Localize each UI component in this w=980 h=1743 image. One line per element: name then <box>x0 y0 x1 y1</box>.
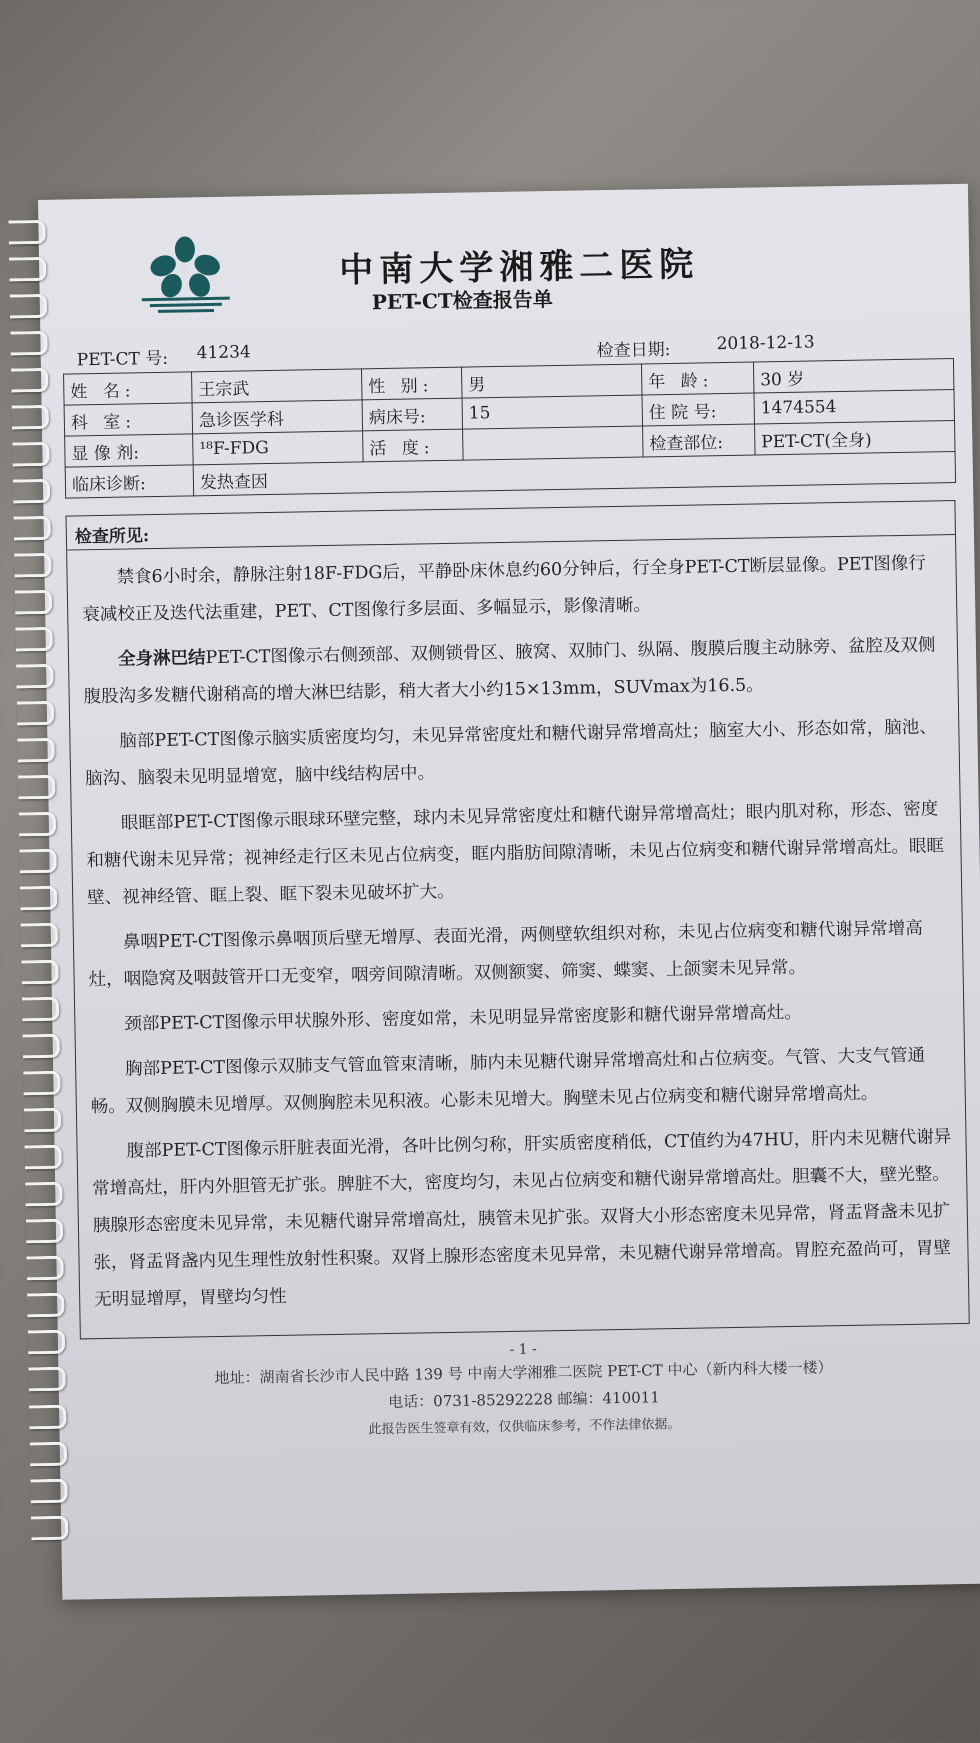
finding-paragraph: 全身淋巴结PET-CT图像示右侧颈部、双侧锁骨区、腋窝、双肺门、纵隔、腹膜后腹主动脉旁、盆腔及双侧腹股沟多发糖代谢稍高的增大淋巴结影，稍大者大小约15×13mm，SUVmax为16.5。 <box>83 635 936 708</box>
bed-number: 15 <box>462 395 643 429</box>
footer-address: 地址：湖南省长沙市人民中路 139 号 中南大学湘雅二医院 PET-CT 中心（新内科大楼一楼） <box>214 1358 833 1388</box>
findings-heading: 检查所见: <box>66 500 956 550</box>
bed-label: 病床号: <box>362 398 463 431</box>
dept-label: 科 室: <box>64 403 193 436</box>
footer-disclaimer: 此报告医生签章有效，仅供临床参考，不作法律依据。 <box>368 1416 681 1438</box>
name-label: 姓 名: <box>64 372 193 405</box>
site-label: 检查部位: <box>643 424 756 457</box>
age-label: 年 龄: <box>641 362 754 395</box>
activity-value <box>463 426 644 460</box>
finding-paragraph: 眼眶部PET-CT图像示眼球环壁完整，球内未见异常密度灶和糖代谢异常增高灶；眼内肌对称，形态、密度和糖代谢未见异常；视神经走行区未见占位病变，眶内脂肪间隙清晰，未见占位病变和糖代谢异常增高灶。眼眶壁、视神经管、眶上裂、眶下裂未见破坏扩大。 <box>86 799 945 909</box>
clinical-diagnosis: 发热查因 <box>193 452 955 496</box>
spiral-binding <box>8 220 71 1540</box>
patient-sex: 男 <box>461 364 642 398</box>
finding-paragraph: 颈部PET-CT图像示甲状腺外形、密度如常，未见明显异常密度影和糖代谢异常增高灶。 <box>124 1002 802 1035</box>
agent-label: 显 像 剂: <box>65 434 194 467</box>
exam-date: 2018-12-13 <box>716 332 815 355</box>
footer-phone: 电话：0731-85292228 邮编：410011 <box>388 1388 660 1412</box>
diagnosis-label: 临床诊断: <box>65 465 194 498</box>
page-footer <box>58 1334 980 1443</box>
department: 急诊医学科 <box>192 400 363 434</box>
patient-info-table <box>63 358 956 499</box>
finding-paragraph: 禁食6小时余，静脉注射18F-FDG后，平静卧床休息约60分钟后，行全身PET-CT断层显像。PET图像行衰减校正及迭代法重建，PET、CT图像行多层面、多幅显示，影像清晰。 <box>82 553 926 626</box>
imaging-agent: ¹⁸F-FDG <box>193 431 364 465</box>
activity-label: 活 度: <box>363 429 464 462</box>
page-number: - 1 - <box>509 1341 537 1358</box>
inpatient-label: 住 院 号: <box>642 393 755 426</box>
petct-label: PET-CT 号: <box>76 348 169 371</box>
patient-name: 王宗武 <box>192 369 363 403</box>
hospital-name: 中南大学湘雅二医院 <box>338 244 700 291</box>
finding-paragraph: 鼻咽PET-CT图像示鼻咽顶后壁无增厚、表面光滑，两侧壁软组织对称，未见占位病变和糖代谢异常增高灶，咽隐窝及咽鼓管开口无变窄，咽旁间隙清晰。双侧额窦、筛窦、蝶窦、上颌窦未见异常。 <box>88 918 923 991</box>
exam-site: PET-CT(全身) <box>755 421 956 455</box>
finding-lead: 全身淋巴结 <box>117 648 206 670</box>
hospital-logo-icon <box>137 235 234 317</box>
report-page <box>38 184 980 1600</box>
finding-paragraph: 脑部PET-CT图像示脑实质密度均匀，未见异常密度灶和糖代谢异常增高灶；脑室大小、形态如常，脑池、脑沟、脑裂未见明显增宽，脑中线结构居中。 <box>84 717 937 790</box>
finding-paragraph: 腹部PET-CT图像示肝脏表面光滑，各叶比例匀称，肝实质密度稍低，CT值约为47HU，肝内未见糖代谢异常增高灶，肝内外胆管无扩张。脾脏不大，密度均匀，未见占位病变和糖代谢异常增高灶。胆囊不大，壁光整。胰腺形态密度未见异常，未见糖代谢异常增高灶，胰管未见扩张。双肾大小形态密度未见异常，肾盂肾盏未见扩张，肾盂肾盏内见生理性放射性积聚。双肾上腺形态密度未见异常，未见糖代谢异常增高。胃腔充盈尚可，胃壁无明显增厚，胃壁均匀性 <box>92 1127 952 1311</box>
finding-paragraph: 胸部PET-CT图像示双肺支气管血管束清晰，肺内未见糖代谢异常增高灶和占位病变。气管、大支气管通畅。双侧胸膜未见增厚。双侧胸腔未见积液。心影未见增大。胸壁未见占位病变和糖代谢异常增高灶。 <box>90 1045 926 1118</box>
inpatient-number: 1474554 <box>754 390 955 424</box>
sex-label: 性 别: <box>361 367 462 400</box>
findings-body <box>66 534 970 1339</box>
report-title: PET-CT检查报告单 <box>371 287 553 315</box>
date-label: 检查日期: <box>596 339 671 362</box>
patient-age: 30 岁 <box>753 359 954 393</box>
petct-number: 41234 <box>196 342 251 364</box>
